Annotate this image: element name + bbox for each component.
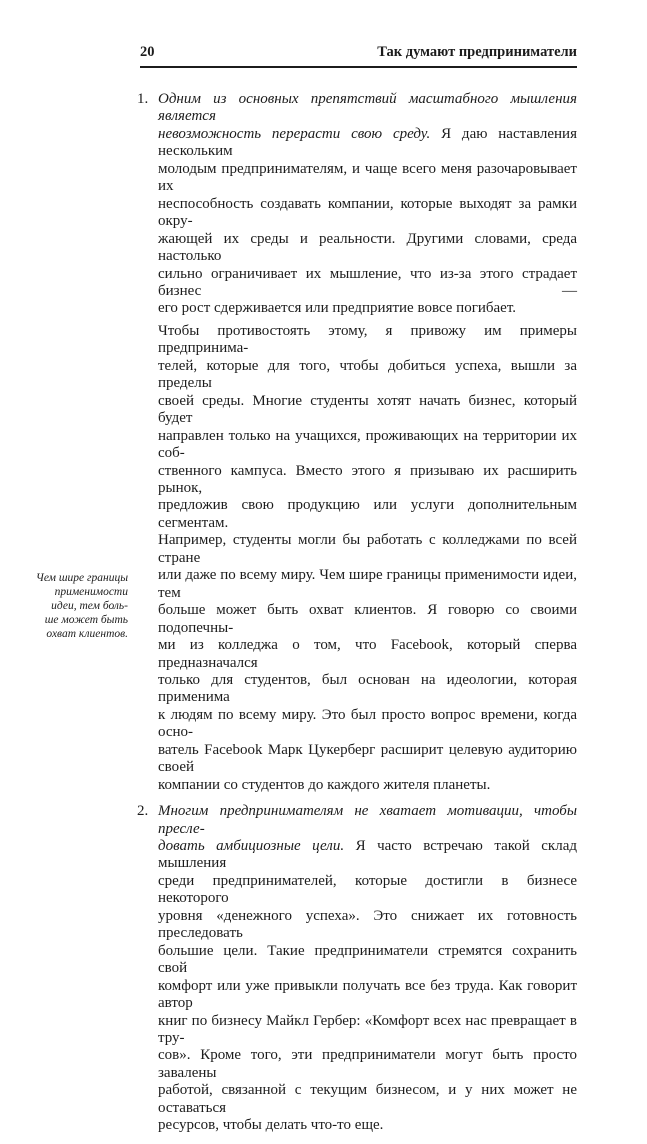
list-item — [137, 803, 577, 1140]
text-line: невозможность перерасти свою среду. Я даю наставления нескольким — [158, 125, 577, 160]
list-item-number: 1. — [137, 91, 149, 107]
list-item-body — [158, 91, 577, 799]
text-line: ресурсов, чтобы делать что-то еще. — [158, 1117, 384, 1134]
text-line: направлен только на учащихся, проживающих на территории их соб- — [158, 427, 577, 462]
text-line: Одним из основных препятствий масштабного мышления является — [158, 91, 577, 125]
paragraph — [158, 803, 577, 1135]
numbered-list — [137, 91, 577, 1144]
text-line: комфорт или уже привыкли получать все без труда. Как говорит автор — [158, 977, 577, 1012]
text-line: компании со студентов до каждого жителя планеты. — [158, 776, 491, 793]
page-number: 20 — [140, 44, 155, 60]
margin-note-line: Чем шире границы — [35, 572, 128, 584]
text-line: Чтобы противостоять этому, я привожу им примеры предпринима- — [158, 322, 577, 357]
text-line: работой, связанной с текущим бизнесом, и у них может не оставаться — [158, 1082, 577, 1116]
text-line: довать амбициозные цели. Я часто встречаю такой склад мышления — [158, 838, 577, 872]
text-line: только для студентов, был основан на идеологии, которая применима — [158, 671, 577, 706]
text-line: большие цели. Такие предприниматели стремятся сохранить свой — [158, 942, 577, 977]
paragraph — [158, 91, 577, 318]
running-head: Так думают предприниматели — [377, 44, 577, 60]
list-item-number: 2. — [137, 803, 149, 820]
margin-note — [8, 571, 128, 641]
text-line: ватель Facebook Марк Цукерберг расширит целевую аудиторию своей — [158, 741, 577, 776]
page-header — [140, 44, 577, 68]
text-line: жающей их среды и реальности. Другими словами, среда настолько — [158, 230, 577, 265]
text-line: сильно ограничивает их мышление, что из-за этого страдает бизнес — — [158, 265, 577, 299]
text-line: его рост сдерживается или предприятие вовсе погибает. — [158, 300, 517, 317]
list-item-body — [158, 803, 577, 1140]
text-line: Многим предпринимателям не хватает мотивации, чтобы пресле- — [158, 803, 577, 837]
text-line: неспособность создавать компании, которые выходят за рамки окру- — [158, 195, 577, 230]
paragraph — [158, 323, 577, 794]
margin-note-line: ше может быть — [44, 614, 128, 626]
text-line: Например, студенты могли бы работать с колледжами по всей стране — [158, 532, 577, 566]
text-line: больше может быть охват клиентов. Я говорю со своими подопечны- — [158, 602, 577, 636]
text-line: ми из колледжа о том, что Facebook, который сперва предназначался — [158, 637, 577, 671]
list-item — [137, 91, 577, 799]
text-line: молодым предпринимателям, и чаще всего меня разочаровывает их — [158, 160, 577, 195]
text-line: книг по бизнесу Майкл Гербер: «Комфорт всех нас превращает в тру- — [158, 1012, 577, 1047]
text-line: своей среды. Многие студенты хотят начать бизнес, который будет — [158, 392, 577, 427]
text-line: ственного кампуса. Вместо этого я призываю их расширить рынок, — [158, 462, 577, 496]
margin-note-line: применимости — [54, 586, 128, 598]
margin-note-line: идеи, тем боль- — [51, 600, 128, 612]
text-line: предложив свою продукцию или услуги дополнительным сегментам. — [158, 497, 577, 531]
text-line: уровня «денежного успеха». Это снижает их готовность преследовать — [158, 907, 577, 942]
text-line: или даже по всему миру. Чем шире границы применимости идеи, тем — [158, 567, 577, 601]
margin-note-line: охват клиентов. — [46, 628, 128, 640]
text-line: к людям по всему миру. Это был просто вопрос времени, когда осно- — [158, 706, 577, 741]
text-line: телей, которые для того, чтобы добиться успеха, вышли за пределы — [158, 357, 577, 392]
text-line: сов». Кроме того, эти предприниматели могут быть просто завалены — [158, 1047, 577, 1081]
text-line: среди предпринимателей, которые достигли в бизнесе некоторого — [158, 872, 577, 907]
